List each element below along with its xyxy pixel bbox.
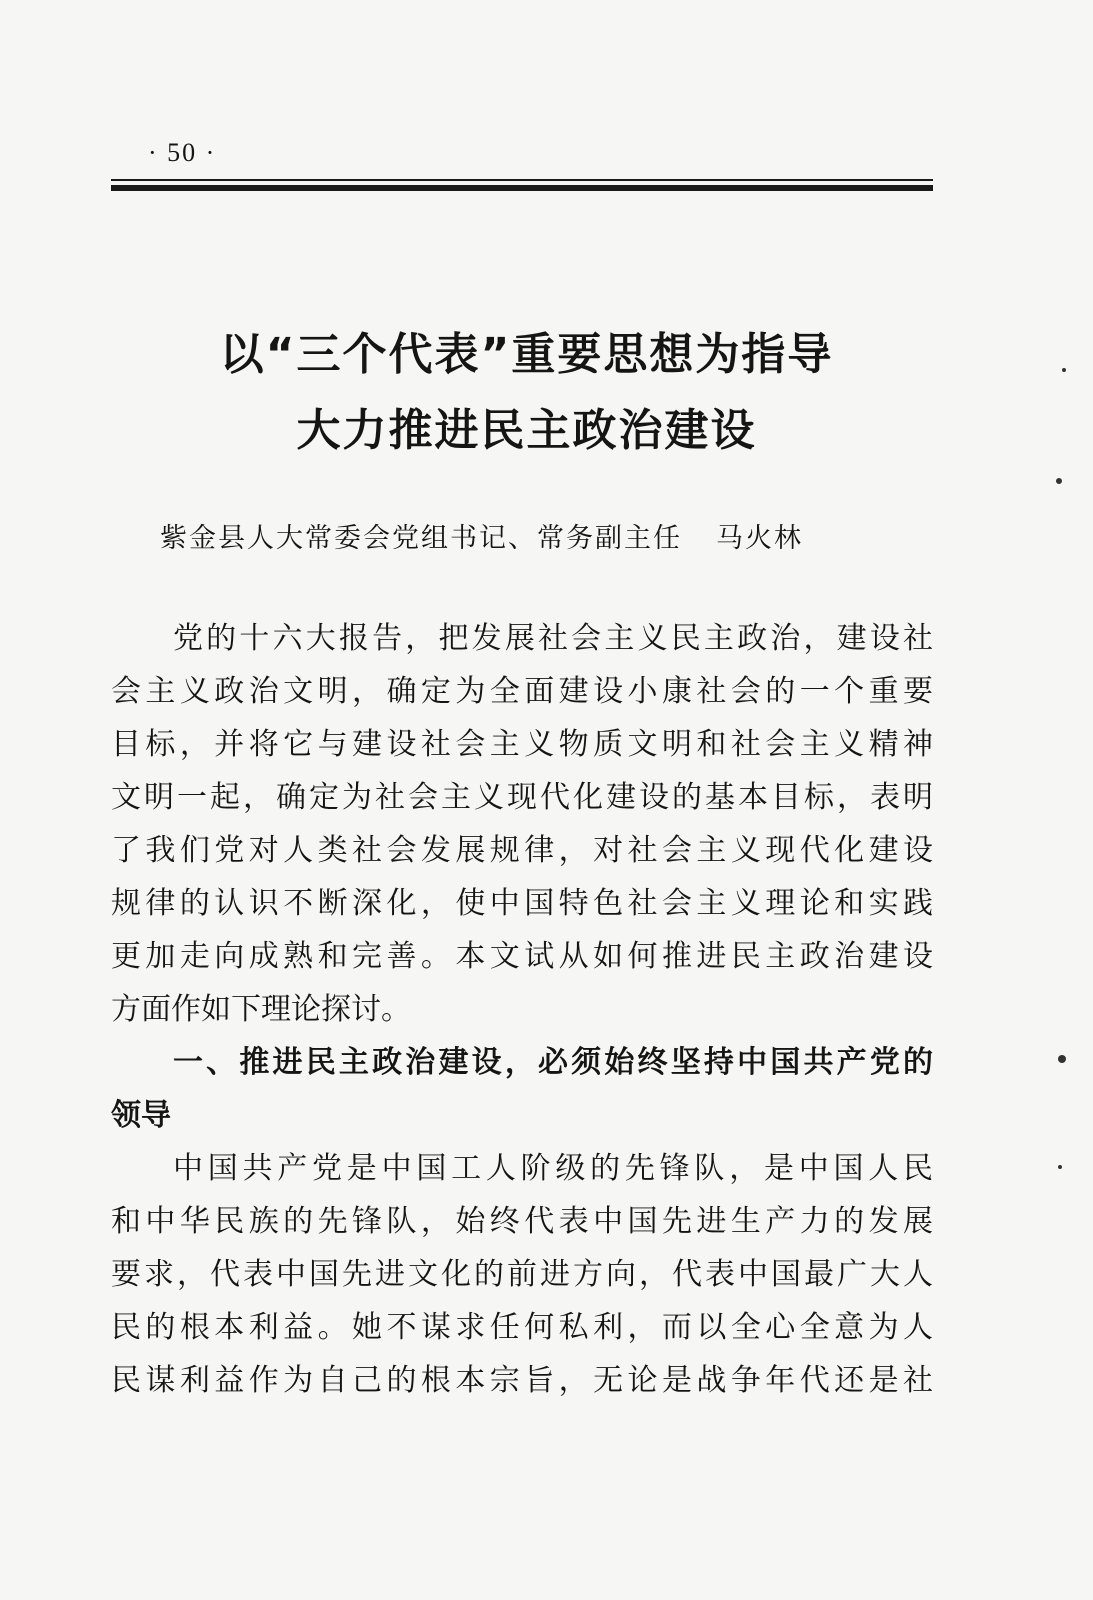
text-line: 党的十六大报告，把发展社会主义民主政治，建设社 <box>173 621 933 656</box>
scan-speck <box>1056 478 1062 484</box>
page-number: · 50 · <box>148 138 217 167</box>
author-name: 马火林 <box>716 523 803 554</box>
text-line: 更加走向成熟和完善。本文试从如何推进民主政治建设 <box>111 939 933 974</box>
text-line: 规律的认识不断深化，使中国特色社会主义理论和实践 <box>111 886 933 921</box>
text-line: 了我们党对人类社会发展规律，对社会主义现代化建设 <box>111 833 933 868</box>
heading-line: 领导 <box>111 1098 171 1133</box>
text-line: 目标，并将它与建设社会主义物质文明和社会主义精神 <box>111 727 933 762</box>
author-byline <box>160 516 803 555</box>
article-title-line-1: 以“三个代表”重要思想为指导 <box>219 329 834 380</box>
header-rule-thin <box>111 179 933 181</box>
article-title-line-2: 大力推进民主政治建设 <box>296 405 757 456</box>
paragraph-intro <box>111 612 933 1036</box>
text-line: 方面作如下理论探讨。 <box>111 992 411 1027</box>
scan-speck <box>1062 368 1066 372</box>
text-line: 中国共产党是中国工人阶级的先锋队，是中国人民 <box>173 1151 933 1186</box>
text-line: 和中华民族的先锋队，始终代表中国先进生产力的发展 <box>111 1204 933 1239</box>
paragraph-section-1 <box>111 1142 933 1407</box>
text-line: 民谋利益作为自己的根本宗旨，无论是战争年代还是社 <box>111 1363 933 1398</box>
scan-speck <box>1058 1165 1062 1169</box>
text-line: 文明一起，确定为社会主义现代化建设的基本目标，表明 <box>111 780 933 815</box>
text-line: 要求，代表中国先进文化的前进方向，代表中国最广大人 <box>111 1257 933 1292</box>
text-line: 民的根本利益。她不谋求任何私利，而以全心全意为人 <box>111 1310 933 1345</box>
header-rule-thick <box>111 185 933 191</box>
author-position: 紫金县人大常委会党组书记、常务副主任 <box>160 523 682 554</box>
scan-speck <box>1058 1055 1066 1063</box>
heading-line: 一、推进民主政治建设，必须始终坚持中国共产党的 <box>173 1045 933 1080</box>
text-line: 会主义政治文明，确定为全面建设小康社会的一个重要 <box>111 674 933 709</box>
section-heading-1 <box>111 1036 933 1142</box>
